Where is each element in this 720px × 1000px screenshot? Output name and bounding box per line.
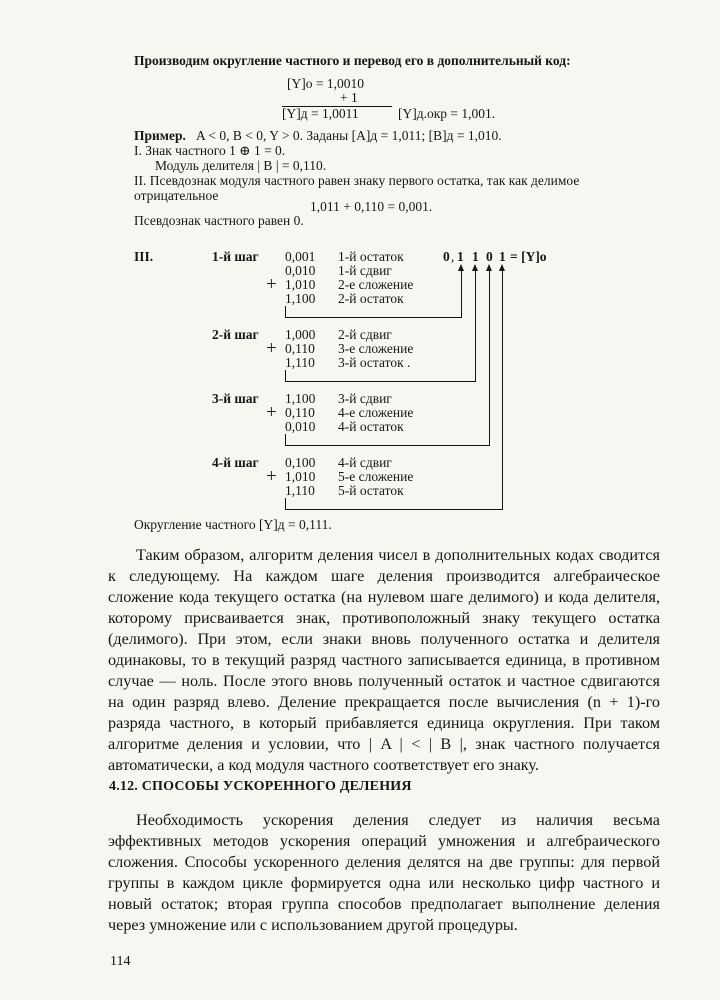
quotient-bit: 0 — [443, 249, 450, 264]
step-value: 1,100 — [285, 291, 316, 306]
quotient-comma: , — [451, 249, 455, 264]
step-iii-label: III. — [134, 249, 154, 264]
arrow-line — [461, 270, 462, 317]
step-desc: 2-й сдвиг — [338, 327, 392, 342]
sign-bit-connector — [285, 370, 286, 381]
step-value: 0,110 — [285, 341, 315, 356]
step-desc: 5-й остаток — [338, 483, 404, 498]
rounding-result: Округление частного [Y]д = 0,111. — [134, 517, 332, 532]
step-desc: 4-й сдвиг — [338, 455, 392, 470]
summary-text: Таким образом, алгоритм деления чисел в дополнительных кодах сводится к следующему. На каждом шаге деления производится алгебраическое сложение кода текущего остатка (на нулевом шаге делимого) и кода делителя, которому присваивается знак, противоположный знаку текущего остатка (делимого). При этом, если знаки вновь полученного остатка и делителя одинаковы, то в текущий разряд частного записывается единица, в противном случае — ноль. После этого вновь полученный остаток и частное сдвигаются на один разряд влево. Деление прекращается после вычисления (n + 1)-го разряда частного, в который прибавляется единица округления. При таком алгоритме деления и условии, что | A | < | B |, знак частного получается автоматически, а код модуля частного соответствует его знаку. — [108, 546, 660, 774]
quotient-bit: 1 — [472, 249, 479, 264]
summary-paragraph — [108, 545, 660, 776]
step-value: 0,010 — [285, 263, 316, 278]
step-desc: 3-е сложение — [338, 341, 414, 356]
step-rule — [285, 317, 462, 318]
quotient-label: = [Y]о — [510, 249, 547, 264]
step-label: 4-й шаг — [212, 455, 259, 470]
step-label: 2-й шаг — [212, 327, 259, 342]
step-ii-formula: 1,011 + 0,110 = 0,001. — [310, 199, 433, 214]
step-desc: 3-й сдвиг — [338, 391, 392, 406]
step-desc: 1-й остаток — [338, 249, 404, 264]
step-value: 0,100 — [285, 455, 316, 470]
arrow-line — [475, 270, 476, 381]
sign-bit-connector — [285, 498, 286, 509]
section-heading: 4.12. СПОСОБЫ УСКОРЕННОГО ДЕЛЕНИЯ — [109, 779, 412, 794]
step-value: 0,110 — [285, 405, 315, 420]
step-value: 1,110 — [285, 355, 315, 370]
step-value: 1,000 — [285, 327, 316, 342]
section-text: Необходимость ускорения деления следует из наличия весьма эффективных методов ускорения операций умножения и алгебраического сложения. Способы ускоренного деления делятся на две группы: для первой группы в каждом цикле формируется одна или несколько цифр частного и новый остаток; вторая группа способов предполагает выполнение деления через умножение или с использованием другой процедуры. — [108, 811, 660, 934]
step-label: 1-й шаг — [212, 249, 259, 264]
quotient-bit: 1 — [457, 249, 464, 264]
step-ii-conclusion: Псевдознак частного равен 0. — [134, 213, 304, 228]
intro-text: Производим округление частного и перевод его в дополнительный код: — [134, 53, 571, 68]
step-desc: 3-й остаток . — [338, 355, 411, 370]
example-label: Пример. — [134, 128, 186, 143]
step-value: 1,100 — [285, 391, 316, 406]
quotient-bit: 1 — [499, 249, 506, 264]
step-label: 3-й шаг — [212, 391, 259, 406]
step-desc: 4-й остаток — [338, 419, 404, 434]
section-paragraph — [108, 810, 660, 936]
round-plus: + 1 — [340, 90, 358, 105]
step-value: 0,001 — [285, 249, 316, 264]
step-value: 1,110 — [285, 483, 315, 498]
round-line-1: [Y]о = 1,0010 — [287, 76, 364, 91]
step-rule — [285, 381, 476, 382]
page-number: 114 — [110, 954, 131, 969]
step-i-modulus: Модуль делителя | B | = 0,110. — [155, 158, 327, 173]
step-desc: 4-е сложение — [338, 405, 414, 420]
step-desc: 2-е сложение — [338, 277, 414, 292]
step-value: 1,010 — [285, 277, 316, 292]
arrow-line — [502, 270, 503, 509]
step-ii-line-2: отрицательное — [134, 188, 219, 203]
step-value: 0,010 — [285, 419, 316, 434]
sign-bit-connector — [285, 306, 286, 317]
arrow-line — [489, 270, 490, 445]
example-conditions: A < 0, B < 0, Y > 0. Заданы [A]д = 1,011; [B]д = 1,010. — [196, 128, 502, 143]
quotient-bit: 0 — [486, 249, 493, 264]
step-rule — [285, 445, 490, 446]
round-result-left: [Y]д = 1,0011 — [282, 106, 359, 121]
plus-sign: + — [266, 466, 277, 487]
sign-bit-connector — [285, 434, 286, 445]
plus-sign: + — [266, 338, 277, 359]
plus-sign: + — [266, 274, 277, 295]
step-desc: 1-й сдвиг — [338, 263, 392, 278]
step-rule — [285, 509, 503, 510]
step-ii-line-1: II. Псевдознак модуля частного равен знаку первого остатка, так как делимое — [134, 173, 580, 188]
plus-sign: + — [266, 402, 277, 423]
step-desc: 2-й остаток — [338, 291, 404, 306]
round-result-right: [Y]д.окр = 1,001. — [398, 106, 496, 121]
step-i-sign: I. Знак частного 1 ⊕ 1 = 0. — [134, 143, 286, 158]
step-desc: 5-е сложение — [338, 469, 414, 484]
step-value: 1,010 — [285, 469, 316, 484]
